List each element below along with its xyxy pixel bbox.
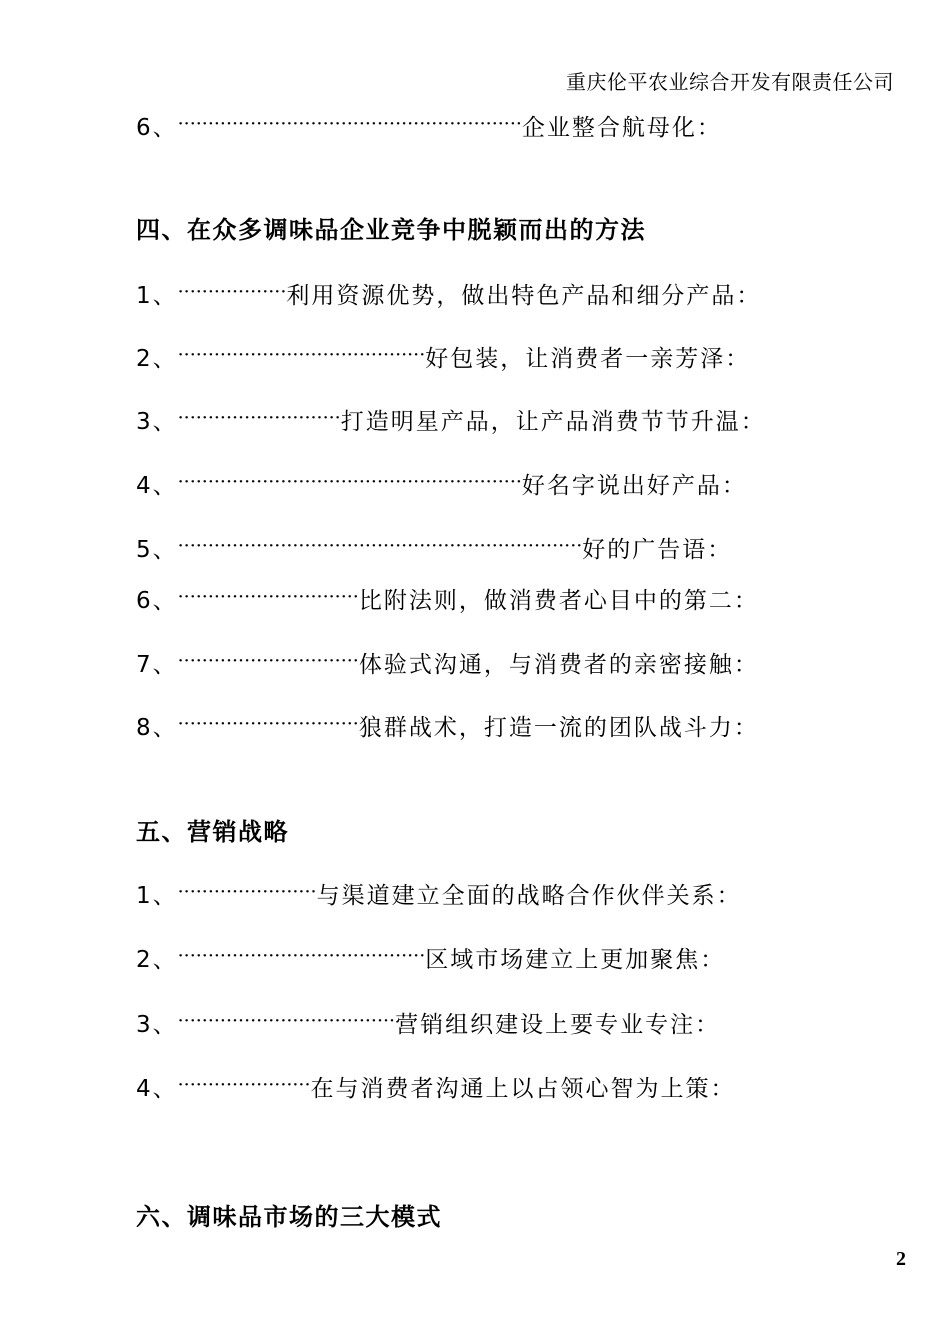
toc-entry — [136, 339, 750, 373]
toc-entry — [136, 402, 766, 436]
toc-leader-dots: ······················ — [177, 1074, 311, 1096]
toc-entry — [136, 1005, 720, 1039]
toc-entry-text: 好名字说出好产品： — [521, 472, 747, 499]
toc-entry-number: 4、 — [136, 472, 178, 499]
section-heading: 五、营销战略 — [136, 817, 289, 846]
toc-leader-dots: ··························· — [177, 407, 341, 429]
toc-entry-number: 8、 — [136, 714, 178, 741]
company-header: 重庆伦平农业综合开发有限责任公司 — [566, 70, 894, 94]
toc-entry-text: 企业整合航母化： — [521, 114, 722, 141]
toc-entry-text: 与渠道建立全面的战略合作伙伴关系： — [316, 882, 742, 909]
toc-entry-text: 好包装，让消费者一亲芳泽： — [425, 345, 751, 372]
toc-entry-number: 3、 — [136, 408, 178, 435]
toc-leader-dots: ········································· — [177, 945, 426, 967]
toc-leader-dots: ······························ — [177, 586, 359, 608]
toc-entry-number: 4、 — [136, 1075, 178, 1102]
toc-leader-dots: ········································· — [177, 344, 426, 366]
toc-entry-text: 打造明星产品，让产品消费节节升温： — [340, 408, 766, 435]
toc-entry-text: 利用资源优势，做出特色产品和细分产品： — [286, 282, 762, 309]
toc-entry-text: 在与消费者沟通上以占领心智为上策： — [310, 1075, 736, 1102]
toc-entry — [136, 645, 759, 679]
toc-entry-number: 7、 — [136, 651, 178, 678]
toc-entry-text: 狼群战术，打造一流的团队战斗力： — [358, 714, 759, 741]
toc-entry-number: 6、 — [136, 587, 178, 614]
toc-entry — [136, 708, 759, 742]
toc-leader-dots: ······················· — [177, 881, 317, 903]
section-heading: 四、在众多调味品企业竞争中脱颖而出的方法 — [136, 215, 646, 244]
toc-entry-text: 体验式沟通，与消费者的亲密接触： — [358, 651, 759, 678]
toc-entry-number: 1、 — [136, 282, 178, 309]
toc-entry — [136, 466, 747, 500]
toc-leader-dots: ··································································· — [177, 535, 583, 557]
toc-leader-dots: ························································· — [177, 471, 522, 493]
toc-entry-text: 比附法则，做消费者心目中的第二： — [358, 587, 759, 614]
toc-entry — [136, 276, 761, 310]
toc-entry-number: 2、 — [136, 946, 178, 973]
toc-leader-dots: ························································· — [177, 113, 522, 135]
toc-entry-number: 6、 — [136, 114, 178, 141]
toc-entry-text: 区域市场建立上更加聚焦： — [425, 946, 726, 973]
toc-entry — [136, 876, 742, 910]
toc-entry-number: 1、 — [136, 882, 178, 909]
toc-entry-text: 营销组织建设上要专业专注： — [395, 1011, 721, 1038]
toc-entry-text: 好的广告语： — [582, 536, 733, 563]
toc-leader-dots: ···································· — [177, 1010, 396, 1032]
page-number: 2 — [896, 1248, 906, 1270]
toc-leader-dots: ·················· — [177, 281, 287, 303]
toc-leader-dots: ······························ — [177, 650, 359, 672]
toc-entry — [136, 940, 725, 974]
toc-leader-dots: ······························ — [177, 713, 359, 735]
toc-entry-number: 2、 — [136, 345, 178, 372]
toc-entry — [136, 530, 732, 564]
section-heading: 六、调味品市场的三大模式 — [136, 1202, 442, 1231]
toc-entry — [136, 108, 722, 142]
toc-entry-number: 3、 — [136, 1011, 178, 1038]
toc-entry-number: 5、 — [136, 536, 178, 563]
toc-entry — [136, 581, 759, 615]
toc-entry — [136, 1069, 736, 1103]
